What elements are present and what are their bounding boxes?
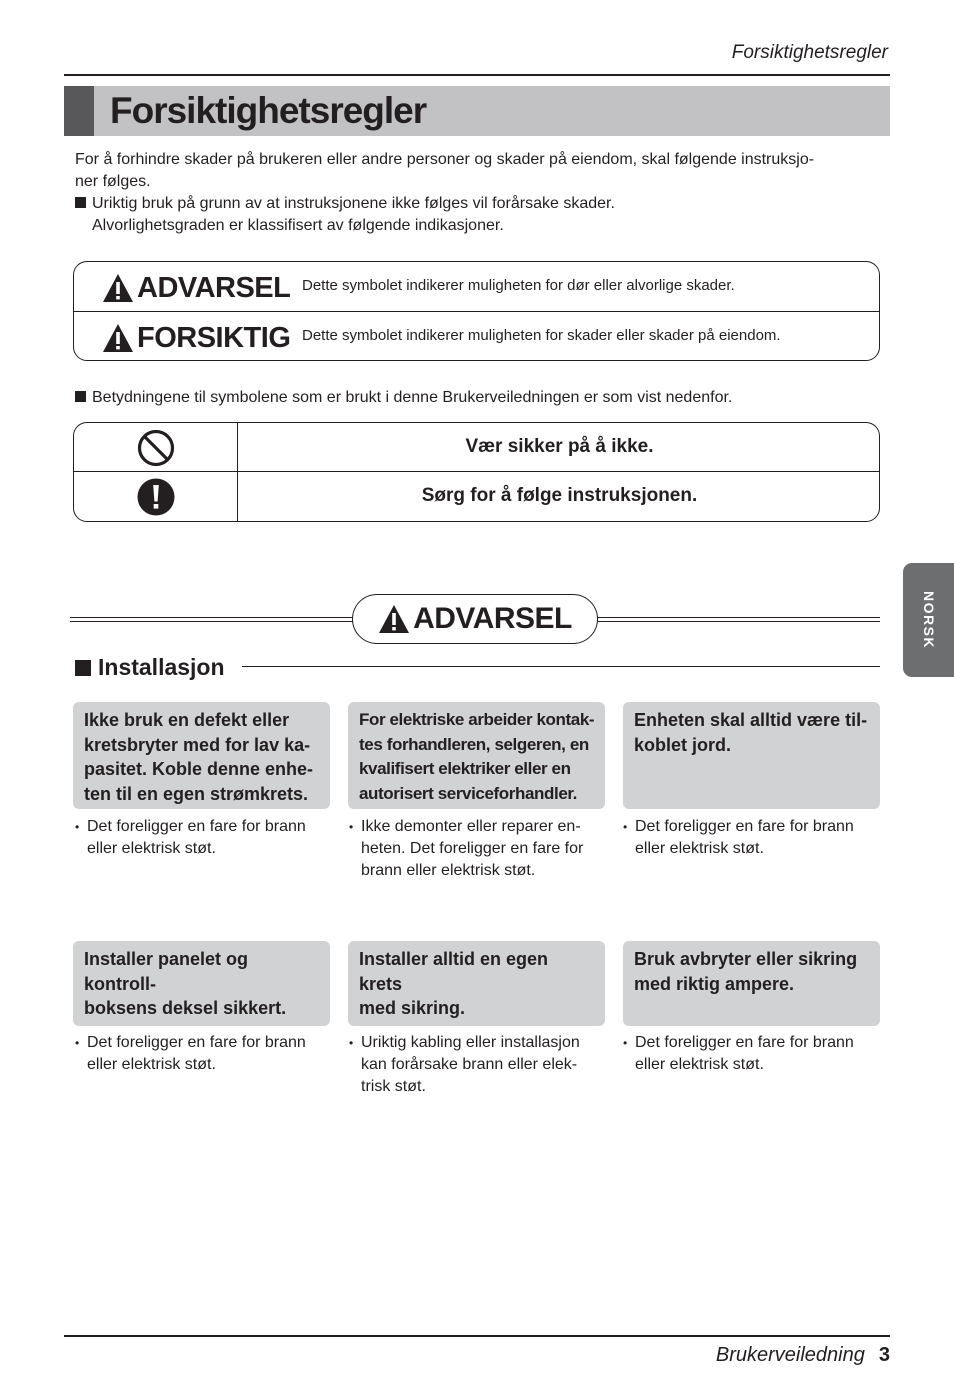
title-accent xyxy=(64,86,94,136)
note-line: eller elektrisk støt. xyxy=(635,1056,764,1073)
page-title: Forsiktighetsregler xyxy=(110,90,427,131)
note-line: trisk støt. xyxy=(361,1078,426,1095)
note-line: • Det foreligger en fare for brann xyxy=(635,818,854,835)
instruction-card xyxy=(73,702,330,809)
note-line: brann eller elektrisk støt. xyxy=(361,862,536,879)
page-footer xyxy=(716,1344,890,1367)
warning-triangle-icon xyxy=(102,272,134,304)
note-line: • Uriktig kabling eller installasjon xyxy=(361,1034,580,1051)
mandatory-exclamation-icon xyxy=(137,478,175,516)
note-line: heten. Det foreligger en fare for xyxy=(361,840,584,857)
signal-label-warning xyxy=(102,268,290,308)
intro-bullet xyxy=(75,193,875,215)
card-note xyxy=(349,816,605,882)
card-line: boksens deksel sikkert. xyxy=(84,998,287,1018)
card-line: koblet jord. xyxy=(634,734,732,755)
symbol-meaning-mandatory: Sørg for å følge instruksjonen. xyxy=(421,485,698,506)
banner-rule-right xyxy=(596,617,880,622)
language-side-tab xyxy=(903,563,954,677)
intro-bullet-line-1: Uriktig bruk på grunn av at instruksjonene ikke følges vil forårsake skader. xyxy=(92,195,615,212)
card-line: Ikke bruk en defekt eller xyxy=(84,710,290,730)
warning-banner-label: ADVARSEL xyxy=(413,602,572,635)
intro-text xyxy=(75,149,875,237)
instruction-card xyxy=(348,702,605,809)
instruction-card xyxy=(623,702,880,809)
signal-row-warning xyxy=(74,262,879,312)
instruction-card xyxy=(623,941,880,1026)
signal-row-caution xyxy=(74,311,879,361)
card-line: Bruk avbryter eller sikring xyxy=(634,949,858,969)
card-line: Enheten skal alltid være til- xyxy=(634,710,868,730)
instruction-card xyxy=(73,941,330,1026)
intro-line-1: For å forhindre skader på brukeren eller andre personer og skader på eiendom, skal følgende instruksjo- xyxy=(75,151,815,168)
note-line: • Ikke demonter eller reparer en- xyxy=(361,818,581,835)
card-line: pasitet. Koble denne enhe- xyxy=(84,759,314,779)
card-line: Installer alltid en egen krets xyxy=(359,949,549,994)
prohibition-icon xyxy=(137,429,175,467)
page-number: 3 xyxy=(878,1344,890,1366)
signal-label-caution xyxy=(102,318,290,358)
running-header: Forsiktighetsregler xyxy=(731,42,888,63)
card-note xyxy=(623,1032,880,1076)
bottom-rule xyxy=(64,1335,890,1337)
symbol-meaning-prohibition: Vær sikker på å ikke. xyxy=(465,436,654,457)
signal-word-forsiktig: FORSIKTIG xyxy=(137,321,291,354)
card-line: Installer panelet og kontroll- xyxy=(84,949,249,994)
section-title: Installasjon xyxy=(98,654,225,680)
note-line: kan forårsake brann eller elek- xyxy=(361,1056,578,1073)
card-line: autorisert serviceforhandler. xyxy=(359,783,577,803)
card-note xyxy=(75,816,330,860)
intro-bullet-line-2: Alvorlighetsgraden er klassifisert av følgende indikasjoner. xyxy=(92,217,504,234)
card-line: med riktig ampere. xyxy=(634,973,795,994)
section-rule xyxy=(242,666,880,667)
card-line: med sikring. xyxy=(359,998,466,1018)
title-bar xyxy=(64,86,890,136)
card-note xyxy=(349,1032,605,1098)
footer-label: Brukerveiledning xyxy=(715,1344,865,1366)
note-line: • Det foreligger en fare for brann xyxy=(87,1034,306,1051)
symbols-intro xyxy=(75,389,732,407)
card-note xyxy=(75,1032,330,1076)
card-line: kretsbryter med for lav ka- xyxy=(84,734,311,755)
note-line: • Det foreligger en fare for brann xyxy=(635,1034,854,1051)
section-heading xyxy=(75,654,225,681)
warning-banner xyxy=(352,594,598,644)
note-line: eller elektrisk støt. xyxy=(87,840,216,857)
symbols-intro-text: Betydningene til symbolene som er brukt i denne Brukerveiledningen er som vist nedenfor. xyxy=(92,389,733,406)
top-rule xyxy=(64,74,890,76)
warning-triangle-icon xyxy=(102,322,134,354)
intro-line-2: ner følges. xyxy=(75,173,151,190)
note-line: • Det foreligger en fare for brann xyxy=(87,818,306,835)
card-line: ten til en egen strømkrets. xyxy=(84,783,309,804)
section-square-icon xyxy=(75,660,91,676)
card-note xyxy=(623,816,880,860)
signal-desc-warning: Dette symbolet indikerer muligheten for dør eller alvorlige skader. xyxy=(302,277,735,294)
symbol-table xyxy=(73,422,880,522)
note-line: eller elektrisk støt. xyxy=(87,1056,216,1073)
warning-triangle-icon xyxy=(378,603,410,635)
square-bullet-icon xyxy=(75,391,86,402)
signal-desc-caution: Dette symbolet indikerer muligheten for skader eller skader på eiendom. xyxy=(302,327,781,344)
card-line: For elektriske arbeider kontak- xyxy=(359,710,595,729)
card-line: tes forhandleren, selgeren, en xyxy=(359,734,589,754)
symbol-row-mandatory xyxy=(74,471,879,521)
signal-word-table xyxy=(73,261,880,361)
instruction-card xyxy=(348,941,605,1026)
banner-rule-left xyxy=(70,617,354,622)
symbol-row-prohibition xyxy=(74,423,879,473)
side-tab-label: NORSK xyxy=(920,590,937,650)
note-line: eller elektrisk støt. xyxy=(635,840,764,857)
square-bullet-icon xyxy=(75,197,86,208)
signal-word-advarsel: ADVARSEL xyxy=(137,271,291,304)
card-line: kvalifisert elektriker eller en xyxy=(359,759,571,778)
